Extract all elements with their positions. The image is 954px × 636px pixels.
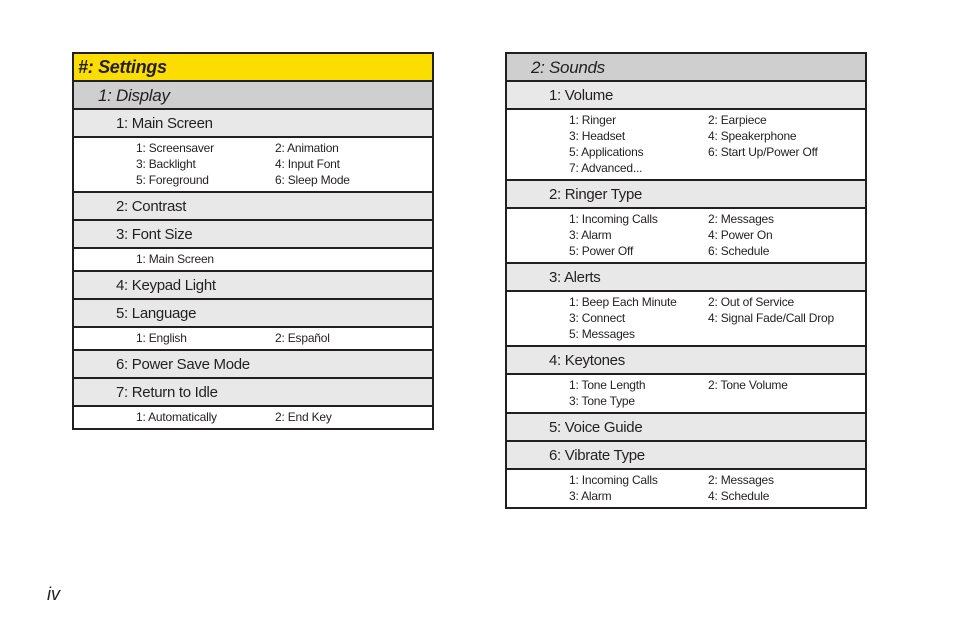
submenu-block: [507, 470, 865, 507]
display-section-header: 1: Display: [74, 82, 432, 110]
submenu-item: 5: Power Off: [569, 244, 634, 258]
submenu-block: [507, 292, 865, 347]
menu-item: 1: Volume: [507, 82, 865, 110]
menu-item: 3: Font Size: [74, 221, 432, 249]
submenu-item: 4: Schedule: [708, 489, 770, 503]
submenu-item: 6: Start Up/Power Off: [708, 145, 818, 159]
submenu-item: 2: Messages: [708, 212, 774, 226]
submenu-item: 3: Connect: [569, 311, 626, 325]
submenu-item: 5: Messages: [569, 327, 635, 341]
submenu-block: [74, 407, 432, 428]
menu-item: 2: Ringer Type: [507, 181, 865, 209]
submenu-item: 3: Headset: [569, 129, 626, 143]
submenu-item: 6: Sleep Mode: [275, 173, 350, 187]
menu-item: 7: Return to Idle: [74, 379, 432, 407]
submenu-item: 1: Ringer: [569, 113, 616, 127]
submenu-block: [74, 328, 432, 351]
submenu-block: [507, 375, 865, 414]
submenu-item: 6: Schedule: [708, 244, 770, 258]
submenu-item: 2: End Key: [275, 410, 332, 424]
menu-item: 1: Main Screen: [74, 110, 432, 138]
submenu-item: 2: Español: [275, 331, 330, 345]
submenu-block: [74, 138, 432, 193]
submenu-item: 4: Power On: [708, 228, 773, 242]
submenu-item: 1: English: [136, 331, 187, 345]
submenu-item: 3: Backlight: [136, 157, 196, 171]
submenu-item: 1: Incoming Calls: [569, 473, 658, 487]
sounds-items-list: [507, 82, 865, 507]
settings-menu-panel: [72, 52, 434, 430]
submenu-item: 2: Animation: [275, 141, 339, 155]
submenu-item: 4: Speakerphone: [708, 129, 797, 143]
submenu-item: 4: Input Font: [275, 157, 340, 171]
submenu-block: [74, 249, 432, 272]
submenu-item: 5: Applications: [569, 145, 644, 159]
menu-item: 2: Contrast: [74, 193, 432, 221]
submenu-item: 1: Incoming Calls: [569, 212, 658, 226]
sounds-menu-panel: [505, 52, 867, 509]
menu-item: 5: Voice Guide: [507, 414, 865, 442]
submenu-item: 1: Automatically: [136, 410, 217, 424]
display-items-list: [74, 110, 432, 428]
menu-item: 6: Power Save Mode: [74, 351, 432, 379]
page-number: iv: [47, 584, 60, 604]
settings-title: #: Settings: [74, 54, 432, 82]
submenu-item: 2: Tone Volume: [708, 378, 788, 392]
submenu-item: 1: Screensaver: [136, 141, 214, 155]
submenu-item: 5: Foreground: [136, 173, 209, 187]
submenu-item: 4: Signal Fade/Call Drop: [708, 311, 834, 325]
submenu-item: 3: Tone Type: [569, 394, 635, 408]
submenu-item: 7: Advanced...: [569, 161, 643, 175]
sounds-title: 2: Sounds: [507, 54, 865, 82]
submenu-item: 1: Beep Each Minute: [569, 295, 677, 309]
submenu-item: 1: Tone Length: [569, 378, 646, 392]
menu-item: 4: Keypad Light: [74, 272, 432, 300]
submenu-block: [507, 110, 865, 181]
menu-item: 6: Vibrate Type: [507, 442, 865, 470]
menu-item: 4: Keytones: [507, 347, 865, 375]
menu-item: 5: Language: [74, 300, 432, 328]
submenu-item: 2: Out of Service: [708, 295, 794, 309]
submenu-item: 2: Earpiece: [708, 113, 767, 127]
submenu-item: 2: Messages: [708, 473, 774, 487]
submenu-item: 3: Alarm: [569, 489, 612, 503]
submenu-item: 1: Main Screen: [136, 252, 214, 266]
submenu-item: 3: Alarm: [569, 228, 612, 242]
submenu-block: [507, 209, 865, 264]
menu-item: 3: Alerts: [507, 264, 865, 292]
